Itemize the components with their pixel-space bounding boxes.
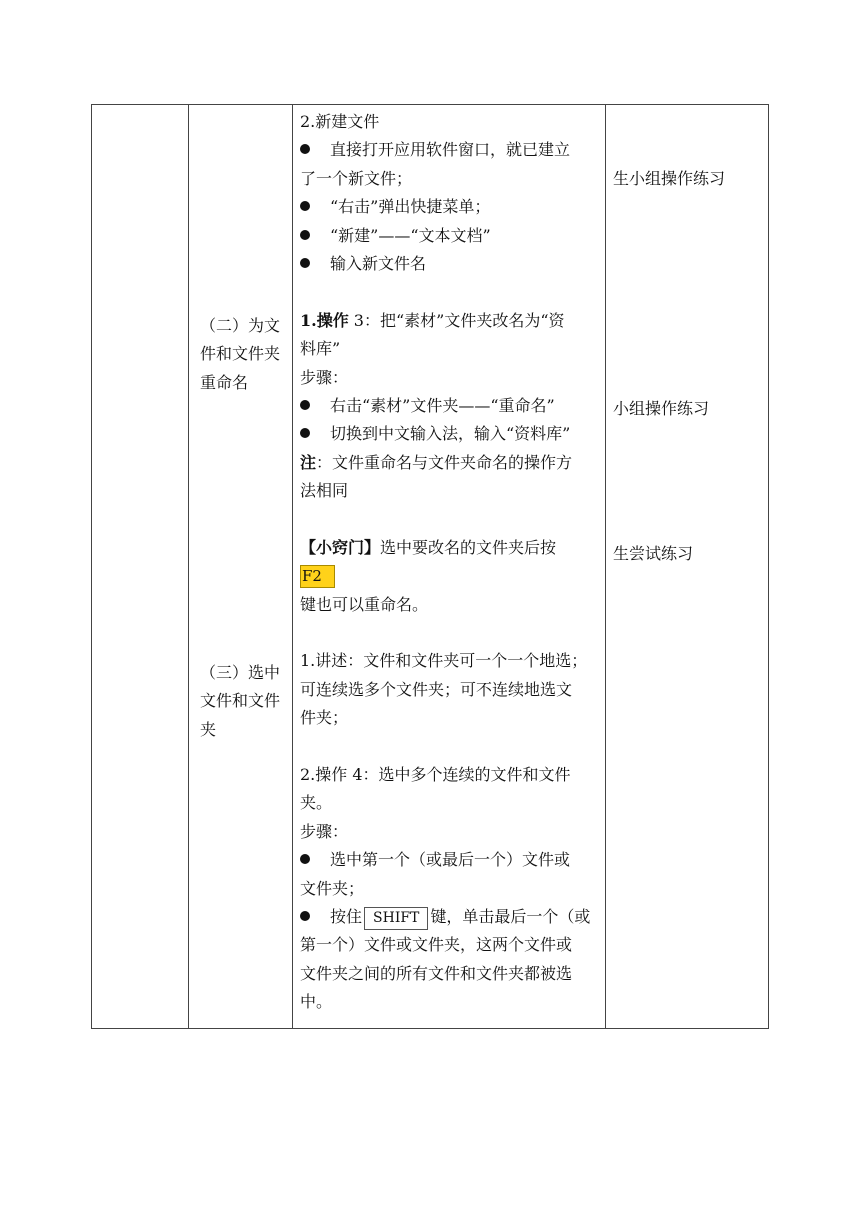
bullet-icon <box>300 230 310 240</box>
section-3-heading: （三）选中 文件和文件 夹 <box>200 663 281 739</box>
list-item: 右击“素材”文件夹——“重命名” <box>300 392 600 420</box>
section-2-heading: （二）为文 件和文件夹 重命名 <box>200 316 281 392</box>
bullet-icon <box>300 854 310 864</box>
activity-note: 生小组操作练习 <box>613 169 726 188</box>
list-item: 直接打开应用软件窗口，就已建立 <box>300 136 600 164</box>
list-item: “右击”弹出快捷菜单； <box>300 193 600 221</box>
list-item: 输入新文件名 <box>300 250 600 278</box>
operation-3-title: 1.操作 3：把“素材”文件夹改名为“资 <box>300 310 565 330</box>
tip-line: 【小窍门】选中要改名的文件夹后按 <box>300 537 557 557</box>
list-item: 切换到中文输入法，输入“资料库” <box>300 420 600 448</box>
list-item: 选中第一个（或最后一个）文件或 <box>300 846 600 874</box>
column-divider <box>292 105 293 1028</box>
f2-key-label: F2 <box>300 565 335 588</box>
activity-note: 小组操作练习 <box>613 399 710 418</box>
activity-note: 生尝试练习 <box>613 544 694 563</box>
explain-line: 1.讲述：文件和文件夹可一个一个地选； <box>300 651 588 671</box>
column-divider <box>605 105 606 1028</box>
new-file-title: 2.新建文件 <box>300 112 380 131</box>
column-divider <box>188 105 189 1028</box>
shift-key-label: SHIFT <box>364 907 428 930</box>
bullet-icon <box>300 400 310 410</box>
list-item: 按住 SHIFT 键，单击最后一个（或 <box>300 903 600 931</box>
bullet-icon <box>300 201 310 211</box>
list-item: “新建”——“文本文档” <box>300 222 600 250</box>
bullet-icon <box>300 144 310 154</box>
lesson-table <box>91 104 769 1029</box>
note: 注：文件重命名与文件夹命名的操作方 <box>300 452 573 472</box>
content-column: 2.新建文件 直接打开应用软件窗口，就已建立 了一个新文件； “右击”弹出快捷菜单； “新建”——“文本文档” 输入新文件名 1.操作 3：把“素材”文件夹改名为“资 料库” 步骤： 右击“素材”文件夹——“重命名” 切换到中文输入法，输入“资料库” 注：文件重命名与文件夹命名的操作方 法相同 【小窍门】选中要改名的文件夹后按 F2 键也可以重命名。 1.讲述：文件和文件夹可一个一个地选； 可连续选多个文件夹；可不连续地选文 件夹； 2.操作 4：选中多个连续的文件和文件 夹。 步骤： 选中第一个（或最后一个）文件或 文件夹； 按住 SHIFT 键，单击最后一个（或 第一个）文件或文件夹，这两个文件或 文件夹之间的所有文件和文件夹都被选 中。 <box>300 108 600 1017</box>
bullet-icon <box>300 911 310 921</box>
bullet-icon <box>300 258 310 268</box>
operation-4-title: 2.操作 4：选中多个连续的文件和文件 <box>300 764 571 784</box>
bullet-icon <box>300 428 310 438</box>
